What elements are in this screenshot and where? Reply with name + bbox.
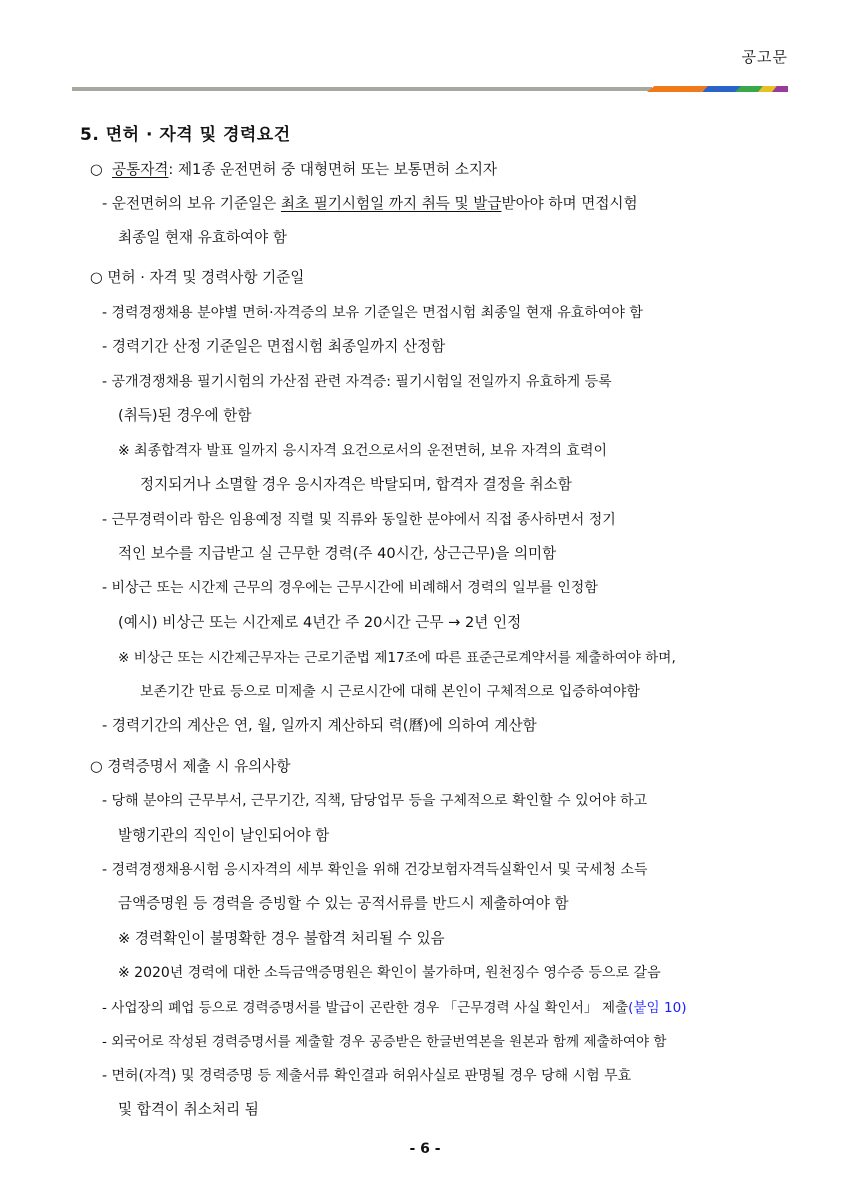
p2-item-c1: - 공개경쟁채용 필기시험의 가산점 관련 자격증: 필기시험일 전일까지 유효하게 등록 [102,374,612,390]
p3-item-e2: 및 합격이 취소처리 됨 [118,1101,259,1118]
p2-note1: ※ 최종합격자 발표 일까지 응시자격 요건으로서의 운전면허, 보유 자격의 효력이 [118,443,607,459]
header-label: 공고문 [741,48,788,66]
p2-item-d1: - 근무경력이라 함은 임용예정 직렬 및 직류와 동일한 분야에서 직접 종사하면서 정기 [102,512,616,528]
p3-note1: ※ 경력확인이 불명확한 경우 불합격 처리될 수 있음 [118,930,445,947]
p2-item-c2: (취득)된 경우에 한함 [118,407,252,424]
p3-item-c [102,998,687,1018]
section-title: 5. 면허 · 자격 및 경력요건 [80,125,291,145]
p1-heading [90,160,497,180]
p3-item-b2: 금액증명원 등 경력을 증빙할 수 있는 공적서류를 반드시 제출하여야 함 [118,895,569,912]
p2-item-a: - 경력경쟁채용 분야별 면허·자격증의 보유 기준일은 면접시험 최종일 현재 유효하여야 함 [102,305,643,321]
p3-note2: ※ 2020년 경력에 대한 소득금액증명원은 확인이 불가하며, 원천징수 영수증 등으로 갈음 [118,965,661,981]
header-bar-gray [72,87,652,91]
p3-item-b1: - 경력경쟁채용시험 응시자격의 세부 확인을 위해 건강보험자격득실확인서 및 국세청 소득 [102,862,648,878]
p3-item-c-text: - 사업장의 폐업 등으로 경력증명서를 발급이 곤란한 경우 「근무경력 사실 확인서」 제출 [102,1000,629,1016]
p2-item-e1: - 비상근 또는 시간제 근무의 경우에는 근무시간에 비례해서 경력의 일부를 인정함 [102,580,598,596]
header-bar-orange [647,86,709,92]
p1-line1-pre: - 운전면허의 보유 기준일은 [102,195,281,212]
p1-line1-underlined: 최초 필기시험일 까지 취득 및 발급 [280,195,502,212]
p3-heading: ○ 경력증명서 제출 시 유의사항 [90,758,291,775]
page-number: - 6 - [409,1141,441,1157]
p2-item-b: - 경력기간 산정 기준일은 면접시험 최종일까지 산정함 [102,338,446,355]
p3-item-d: - 외국어로 작성된 경력증명서를 제출할 경우 공증받은 한글번역본을 원본과 함께 제출하여야 함 [102,1034,667,1050]
p1-line1 [102,194,638,214]
p3-item-e1: - 면허(자격) 및 경력증명 등 제출서류 확인결과 허위사실로 판명될 경우 당해 시험 무효 [102,1068,632,1084]
p1-line2: 최종일 현재 유효하여야 함 [118,229,287,246]
p2-note2: 정지되거나 소멸할 경우 응시자격은 박탈되며, 합격자 결정을 취소함 [140,476,572,493]
bullet: ○ [90,161,103,178]
p2-note4: 보존기간 만료 등으로 미제출 시 근로시간에 대해 본인이 구체적으로 입증하여야함 [140,684,640,700]
p3-item-a1: - 당해 분야의 근무부서, 근무기간, 직책, 담당업무 등을 구체적으로 확인할 수 있어야 하고 [102,793,648,809]
p2-item-e2: (예시) 비상근 또는 시간제로 4년간 주 20시간 근무 → 2년 인정 [118,614,522,631]
common-qualification-label: 공통자격 [112,161,169,178]
p1-line1-post: 받아야 하며 면접시험 [501,195,638,212]
p2-item-d2: 적인 보수를 지급받고 실 근무한 경력(주 40시간, 상근근무)을 의미함 [118,545,557,562]
attachment-10-link[interactable]: (붙임 10) [628,1000,687,1016]
p2-heading: ○ 면허 · 자격 및 경력사항 기준일 [90,269,305,286]
header-color-bar [72,86,788,92]
p2-note3: ※ 비상근 또는 시간제근무자는 근로기준법 제17조에 따른 표준근로계약서를 제출하여야 하며, [118,650,676,666]
p3-item-a2: 발행기관의 직인이 날인되어야 함 [118,827,330,844]
p1-heading-text: : 제1종 운전면허 중 대형면허 또는 보통면허 소지자 [168,161,498,178]
p2-item-f: - 경력기간의 계산은 연, 월, 일까지 계산하되 력(曆)에 의하여 계산함 [102,717,537,734]
